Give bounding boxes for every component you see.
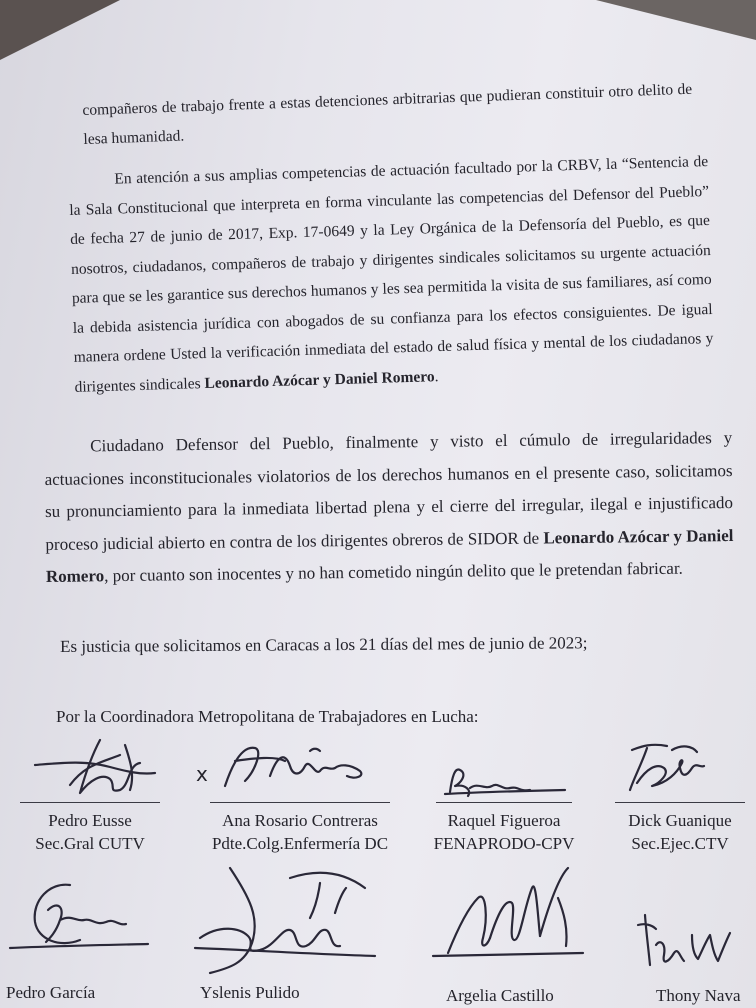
organization-line: Por la Coordinadora Metropolitana de Trabajadores en Lucha:: [56, 707, 479, 726]
signatory-title: Sec.Ejec.CTV: [631, 834, 729, 853]
signatory-name: Raquel Figueroa: [447, 811, 561, 830]
signatory-pedro-garcia: Pedro García: [6, 983, 96, 1002]
paragraph-request-names: Leonardo Azócar y Daniel Romero: [204, 367, 435, 392]
signature-yslenis-pulido: [190, 858, 380, 988]
signature-argelia-castillo: [428, 858, 588, 968]
signature-pedro-garcia: [10, 870, 150, 960]
signatory-title: FENAPRODO-CPV: [433, 834, 575, 853]
signatory-name: Dick Guanique: [628, 811, 732, 830]
signature-thony-nava: [630, 895, 756, 980]
signatory-title: Pdte.Colg.Enfermería DC: [211, 834, 389, 853]
closing-line: Es justicia que solicitamos en Caracas a los 21 días del mes de junio de 2023;: [60, 633, 588, 656]
signatory-yslenis-pulido: Yslenis Pulido: [200, 983, 300, 1002]
signatory-title: Sec.Gral CUTV: [35, 834, 145, 853]
page-shadow-corner: [0, 0, 120, 60]
paragraph-petition-names: Leonardo Azócar y Daniel Romero: [45, 525, 734, 587]
signature-ana-rosario-contreras: [215, 736, 375, 796]
signatory-argelia-castillo: Argelia Castillo: [446, 986, 554, 1005]
page-shadow-corner-right: [596, 0, 756, 40]
paragraph-request: [68, 147, 715, 402]
signatory-raquel-figueroa: [414, 802, 594, 855]
signatory-thony-nava: Thony Nava: [656, 986, 741, 1005]
signatory-dick-guanique: [604, 802, 756, 855]
signature-line: [210, 802, 390, 803]
signatory-name: Pedro Eusse: [48, 811, 132, 830]
signatory-ana-rosario-contreras: [188, 802, 412, 855]
x-mark: x: [196, 762, 208, 786]
paragraph-petition-text: Ciudadano Defensor del Pueblo, finalmente y visto el cúmulo de irregularidades y actuaciones inconstitucionales violatorios de los derechos humanos en el presente caso, solicitamos su pronunciamiento para la inmediata libertad plena y el cierre del irregular, ilegal e injustificado proceso judicial abierto en contra de los dirigentes obreros de SIDOR de: [44, 427, 734, 554]
signature-line: [436, 802, 572, 803]
signature-raquel-figueroa: [440, 762, 570, 802]
paragraph-intro: compañeros de trabajo frente a estas detenciones arbitrarias que pudieran constituir otro delito de lesa humanidad.: [82, 80, 693, 148]
paragraph-petition-end: , por cuanto son inocentes y no han cometido ningún delito que le pretendan fabricar.: [104, 559, 683, 586]
signature-dick-guanique: [612, 738, 722, 798]
signature-pedro-eusse: [30, 735, 160, 800]
signature-line: [615, 802, 745, 803]
signatory-name: Ana Rosario Contreras: [222, 811, 378, 830]
paragraph-request-text: En atención a sus amplias competencias de actuación facultado por la CRBV, la “Sentencia de la Sala Constitucional que interpreta en forma vinculante las competencias del Defensor del Pueblo” de fecha 27 de junio de 2017, Exp. 17-0649 y la Ley Orgánica de la Defensoría del Pueblo, es que nosotros, ciudadanos, compañeros de trabajo y dirigentes sindicales solicitamos su urgente actuación para que se les garantice sus derechos humanos y les sea permitida la visita de sus familiares, así como la debida asistencia jurídica con abogados de su confianza para los efectos consiguientes. De igual manera ordene Usted la verificación inmediata del estado de salud física y mental de los ciudadanos y dirigentes sindicales: [69, 153, 714, 396]
signatory-pedro-eusse: [0, 802, 180, 855]
paragraph-request-end: .: [434, 367, 439, 385]
signature-line: [20, 802, 160, 803]
paragraph-petition: [44, 422, 734, 594]
